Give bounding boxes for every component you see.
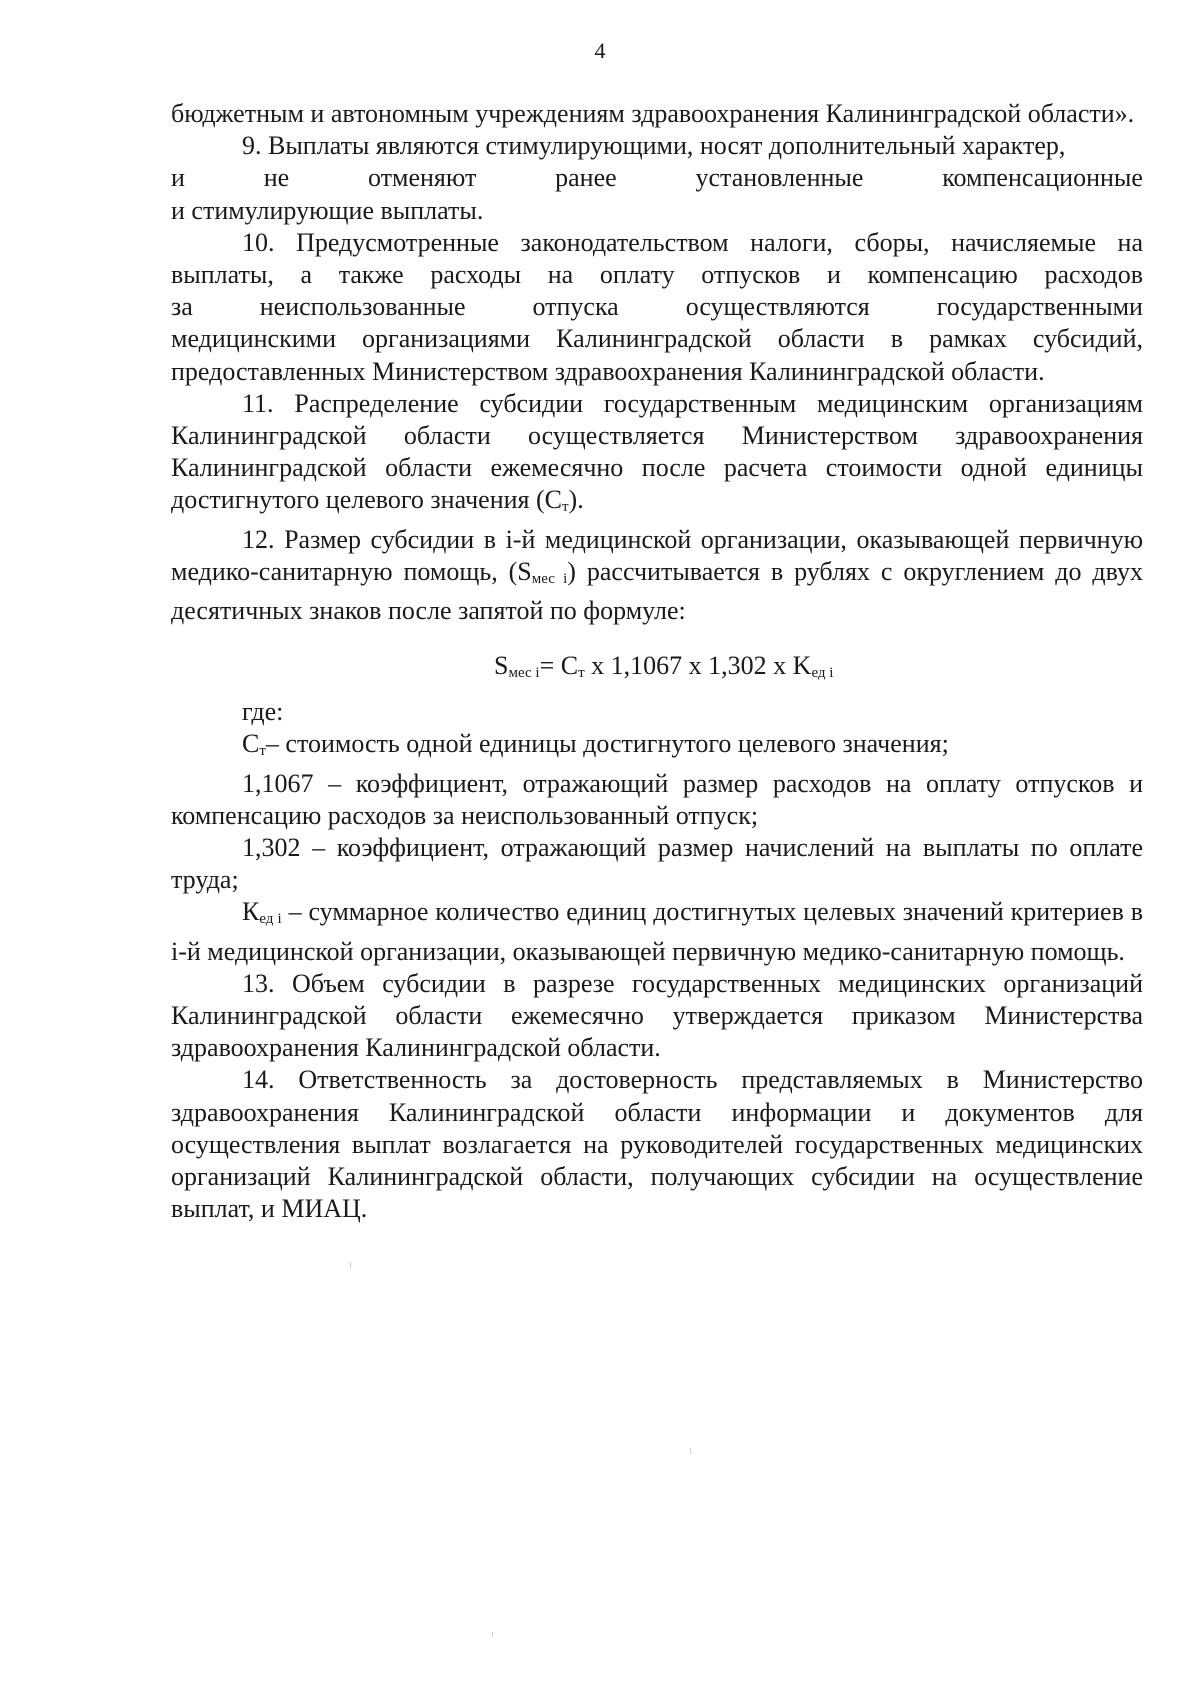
word: отпуска: [532, 292, 619, 322]
subscript: мес i: [531, 570, 568, 587]
word: ранее: [555, 163, 617, 193]
subscript: ед i: [259, 911, 282, 928]
subscript: ед i: [811, 665, 834, 682]
word: осуществляются: [685, 292, 870, 322]
definition-text: – стоимость одной единицы достигнутого целевого значения;: [265, 729, 949, 759]
formula-rest: х 1,1067 х 1,302 х K: [584, 651, 812, 681]
formula: [171, 649, 1143, 690]
page-number: 4: [594, 38, 606, 63]
paragraph-14: 14. Ответственность за достоверность представляемых в Министерство здравоохранения Калининградской области информации и документов для осуществления выплат возлагается на руководителей государственных медицинских организаций Калининградской области, получающих субсидии на осуществление выплат, и МИАЦ.: [171, 1065, 1143, 1224]
formula-mid: = С: [539, 651, 579, 681]
definition-symbol: К: [242, 897, 260, 927]
paragraph-intro: бюджетным и автономным учреждениям здравоохранения Калининградской области».: [171, 99, 1135, 128]
word: государственными: [936, 292, 1143, 322]
paragraph-10-spaced-line: [171, 291, 1143, 323]
subscript: т: [561, 499, 569, 516]
definition-k: [171, 896, 1150, 967]
scan-mark: [492, 1632, 493, 1637]
paragraph-11-end: ).: [568, 485, 584, 515]
paragraph-11: [171, 388, 1143, 524]
document-body: [171, 98, 1150, 1226]
paragraph-9-line-1: 9. Выплаты являются стимулирующими, носят дополнительный характер,: [242, 131, 1066, 161]
paragraph-12: [171, 524, 1143, 628]
paragraph-13: 13. Объем субсидии в разрезе государственных медицинских организаций Калининградской области ежемесячно утверждается приказом Министерства здравоохранения Калининградской области.: [171, 968, 1143, 1063]
word: за: [171, 292, 193, 322]
paragraph-10-lines: 10. Предусмотренные законодательством налоги, сборы, начисляемые на выплаты, а также расходы на оплату отпусков и компенсацию расходов: [171, 227, 1143, 290]
subscript: т: [578, 665, 585, 682]
definition-1302: 1,302 – коэффициент, отражающий размер начислений на выплаты по оплате труда;: [171, 833, 1143, 895]
paragraph-10: [171, 227, 1143, 388]
word: компенсационные: [942, 163, 1143, 193]
word: установленные: [695, 163, 864, 193]
paragraph-9: [171, 130, 1143, 227]
paragraph-12-text-b: ) рассчитывается в рублях с округлением до двух десятичных знаков после запятой по формуле:: [171, 556, 1143, 626]
scan-mark: [690, 1448, 691, 1454]
scan-mark: [350, 1262, 351, 1268]
paragraph-12-text-a: 12. Размер субсидии в i-й медицинской организации, оказывающей первичную медико-санитарную помощь, (S: [171, 524, 1143, 586]
formula-s: S: [494, 651, 509, 681]
word: отменяют: [367, 163, 477, 193]
paragraph-9-line-2: [171, 162, 1143, 194]
paragraph-9-line-3: и стимулирующие выплаты.: [171, 195, 484, 225]
word: и: [171, 163, 185, 193]
word: не: [263, 163, 290, 193]
definition-ct: [171, 728, 1143, 767]
where-label: где:: [242, 697, 284, 727]
definition-symbol: С: [242, 729, 260, 759]
paragraph-10-rest: медицинскими организациями Калининградской области в рамках субсидий, предоставленных Министерством здравоохранения Калининградской области.: [171, 324, 1143, 386]
definition-text: – суммарное количество единиц достигнутых целевых значений критериев в i-й медицинской организации, оказывающей первичную медико-санитарную помощь.: [171, 897, 1150, 966]
definition-1067: 1,1067 – коэффициент, отражающий размер расходов на оплату отпусков и компенсацию расходов за неиспользованный отпуск;: [171, 768, 1143, 830]
paragraph-11-text: 11. Распределение субсидии государственным медицинским организациям Калининградской области осуществляется Министерством здравоохранения Калининградской области ежемесячно после расчета стоимости одной единицы достигнутого целевого значения (С: [171, 388, 1143, 515]
subscript: т: [259, 743, 266, 760]
subscript: мес i: [508, 665, 540, 682]
word: неиспользованные: [259, 292, 466, 322]
